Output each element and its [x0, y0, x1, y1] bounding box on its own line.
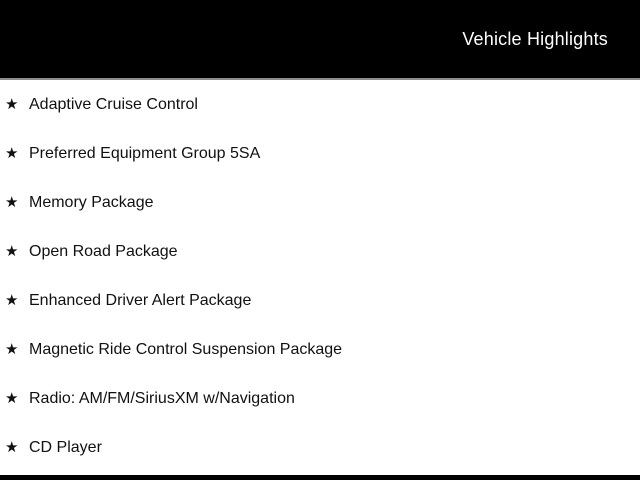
list-item-label: Adaptive Cruise Control: [29, 95, 198, 113]
list-item: [0, 227, 640, 276]
star-icon: ★: [5, 292, 19, 309]
list-item: [0, 276, 640, 325]
page-title: Vehicle Highlights: [462, 28, 608, 49]
list-item: [0, 374, 640, 423]
list-item-label: Preferred Equipment Group 5SA: [29, 144, 261, 162]
star-icon: ★: [5, 390, 19, 407]
list-item-label: CD Player: [29, 438, 102, 456]
footer-bar: [0, 475, 640, 480]
list-item: [0, 423, 640, 472]
highlights-list: [0, 80, 640, 472]
list-item-label: Enhanced Driver Alert Package: [29, 291, 252, 309]
list-item: [0, 129, 640, 178]
list-item: [0, 80, 640, 129]
star-icon: ★: [5, 243, 19, 260]
list-item-label: Memory Package: [29, 193, 154, 211]
header-bar: [0, 0, 640, 80]
star-icon: ★: [5, 194, 19, 211]
star-icon: ★: [5, 439, 19, 456]
star-icon: ★: [5, 96, 19, 113]
list-item-label: Magnetic Ride Control Suspension Package: [29, 340, 343, 358]
list-item-label: Open Road Package: [29, 242, 178, 260]
list-item: [0, 325, 640, 374]
list-item: [0, 178, 640, 227]
star-icon: ★: [5, 145, 19, 162]
list-item-label: Radio: AM/FM/SiriusXM w/Navigation: [29, 389, 295, 407]
star-icon: ★: [5, 341, 19, 358]
